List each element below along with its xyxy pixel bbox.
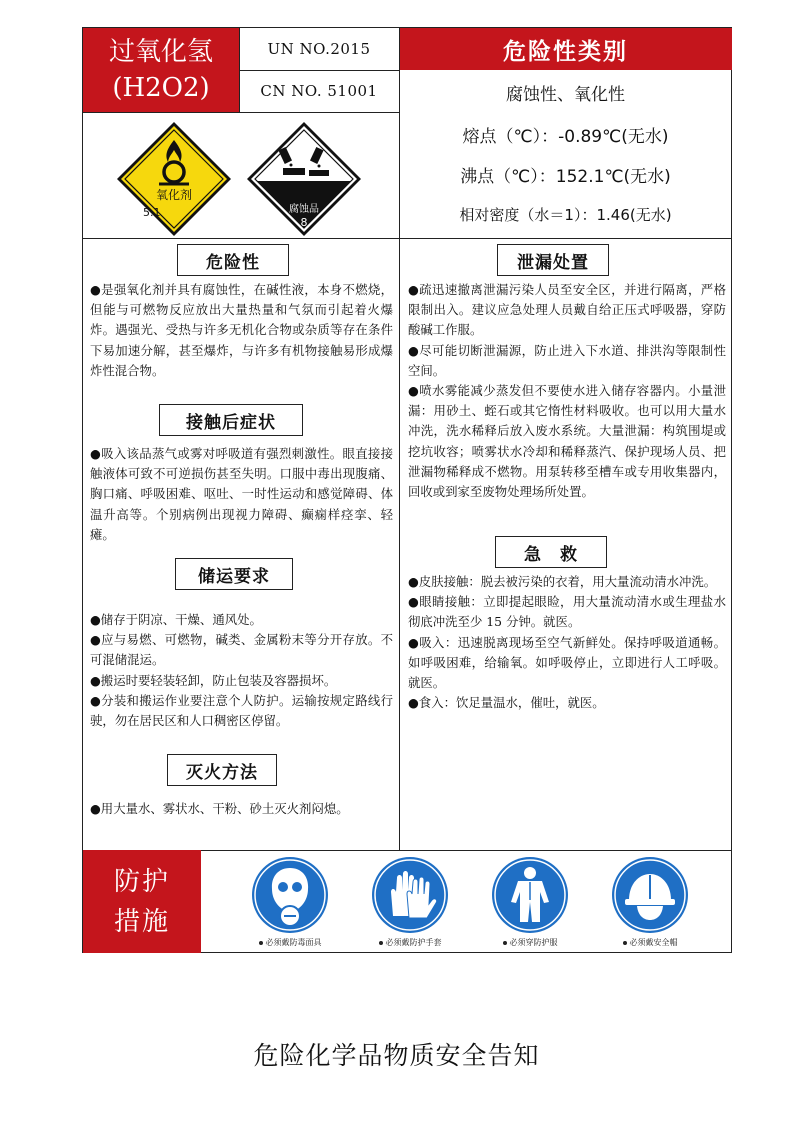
corrosive-pictogram: [245, 120, 363, 238]
storage-paragraph: ●应与易燃、可燃物，碱类、金属粉末等分开存放。不可混储混运。: [90, 632, 393, 668]
un-number: UN NO.2015: [267, 40, 371, 58]
oxidizer-class-number: 5.1: [143, 206, 161, 219]
symptoms-section-text: [90, 444, 393, 545]
protection-measures-box: [83, 850, 201, 953]
divider: [239, 70, 399, 71]
ppe-suit: [475, 856, 585, 948]
corrosive-label: 腐蚀品: [289, 204, 319, 215]
safety-helmet-icon: [611, 856, 689, 934]
cn-number: CN NO. 51001: [260, 82, 378, 100]
leak-section-title: 泄漏处置: [497, 244, 609, 276]
divider: [83, 238, 732, 239]
hazard-type: 腐蚀性、氧化性: [506, 85, 625, 105]
oxidizer-pictogram: [115, 120, 233, 238]
storage-paragraph: ●储存于阴凉、干燥、通风处。: [90, 612, 262, 627]
symptoms-paragraph: ●吸入该品蒸气或雾对呼吸道有强烈刺激性。眼直接接触液体可致不可逆损伤甚至失明。口服中毒出现腹痛、胸口痛、呼吸困难、呕吐、一时性运动和感觉障碍、体温升高等。个别病例出现视力障碍、癫痫样痉挛、轻瘫。: [90, 446, 393, 542]
ppe-caption: 必须穿防护服: [475, 937, 585, 948]
divider: [83, 112, 399, 113]
fire-paragraph: ●用大量水、雾状水、干粉、砂土灭火剂闷熄。: [90, 801, 349, 816]
ppe-helmet: [595, 856, 705, 948]
corrosive-class-number: 8: [300, 216, 308, 229]
leak-paragraph: ●尽可能切断泄漏源，防止进入下水道、排洪沟等限制性空间。: [408, 342, 726, 378]
first-aid-paragraph: ●皮肤接触：脱去被污染的衣着，用大量流动清水冲洗。: [408, 574, 717, 589]
first-aid-paragraph: ●眼睛接触：立即提起眼睑，用大量流动清水或生理盐水彻底冲洗至少 15 分钟。就医。: [408, 594, 726, 630]
storage-paragraph: ●搬运时要轻装轻卸，防止包装及容器损坏。: [90, 672, 337, 688]
chemical-formula: (H2O2): [112, 73, 210, 103]
ppe-caption: 必须戴安全帽: [595, 937, 705, 948]
leak-section-text: [408, 280, 726, 502]
chemical-name: 过氧化氢: [108, 37, 213, 67]
leak-paragraph: ●疏迅速撤离泄漏污染人员至安全区，并进行隔离，严格限制出入。建议应急处理人员戴自给正压式呼吸器，穿防酸碱工作服。: [408, 282, 726, 338]
fire-section-title: 灭火方法: [167, 754, 277, 786]
hazard-section-title: 危险性: [177, 244, 289, 276]
boiling-point: 沸点（℃）：152.1℃(无水): [460, 167, 671, 187]
divider: [399, 28, 400, 850]
storage-section-title: 储运要求: [175, 558, 293, 590]
protective-gloves-icon: [371, 856, 449, 934]
protective-suit-icon: [491, 856, 569, 934]
first-aid-paragraph: ●吸入：迅速脱离现场至空气新鲜处。保持呼吸道通畅。如呼吸困难，给输氧。如呼吸停止，立即进行人工呼吸。就医。: [408, 634, 726, 691]
gas-mask-icon: [251, 856, 329, 934]
chemical-name-box: [83, 28, 239, 112]
leak-paragraph: ●喷水雾能减少蒸发但不要使水进入储存容器内。小量泄漏：用砂土、蛭石或其它惰性材料吸收。也可以用大量水冲洗，洗水稀释后放入废水系统。大量泄漏：构筑围堤或挖坑收容；喷雾状水冷却和稀释蒸汽、保护现场人员、把泄漏物稀释成不燃物。用泵转移至槽车或专用收集器内，回收或到家至废物处理场所处置。: [408, 383, 726, 500]
protection-title-line1: 防护: [113, 866, 170, 897]
storage-paragraph: ●分装和搬运作业要注意个人防护。运输按规定路线行驶，勿在居民区和人口稠密区停留。: [90, 692, 393, 729]
protection-title-line2: 措施: [113, 906, 170, 937]
hazard-paragraph: ●是强氧化剂并具有腐蚀性，在碱性液，本身不燃烧，但能与可燃物反应放出大量热量和气氛而引起着火爆炸。遇强光、受热与许多无机化合物或杂质等存在条件下易加速分解，甚至爆炸，与许多有机物接触易形成爆炸性混合物。: [90, 282, 393, 378]
storage-section-text: [90, 610, 393, 731]
relative-density: 相对密度（水＝1）：1.46(无水): [459, 206, 672, 224]
ppe-gloves: [355, 856, 465, 948]
melting-point: 熔点（℃）：-0.89℃(无水): [462, 127, 669, 147]
first-aid-section-text: [408, 572, 726, 713]
oxidizer-diamond-icon: [115, 120, 233, 238]
ppe-caption: 必须戴防护手套: [355, 937, 465, 948]
fire-section-text: [90, 799, 400, 819]
oxidizer-label: 氧化剂: [155, 188, 192, 202]
first-aid-paragraph: ●食入：饮足量温水，催吐，就医。: [408, 695, 605, 711]
first-aid-section-title: 急 救: [495, 536, 607, 568]
ppe-gas-mask: [235, 856, 345, 948]
ppe-caption: 必须戴防毒面具: [235, 937, 345, 948]
hazard-section-text: [90, 280, 393, 381]
safety-card: [82, 27, 732, 953]
symptoms-section-title: 接触后症状: [159, 404, 303, 436]
hazard-category-header: 危险性类别: [399, 28, 732, 70]
footer-title: 危险化学品物质安全告知: [253, 1041, 540, 1070]
